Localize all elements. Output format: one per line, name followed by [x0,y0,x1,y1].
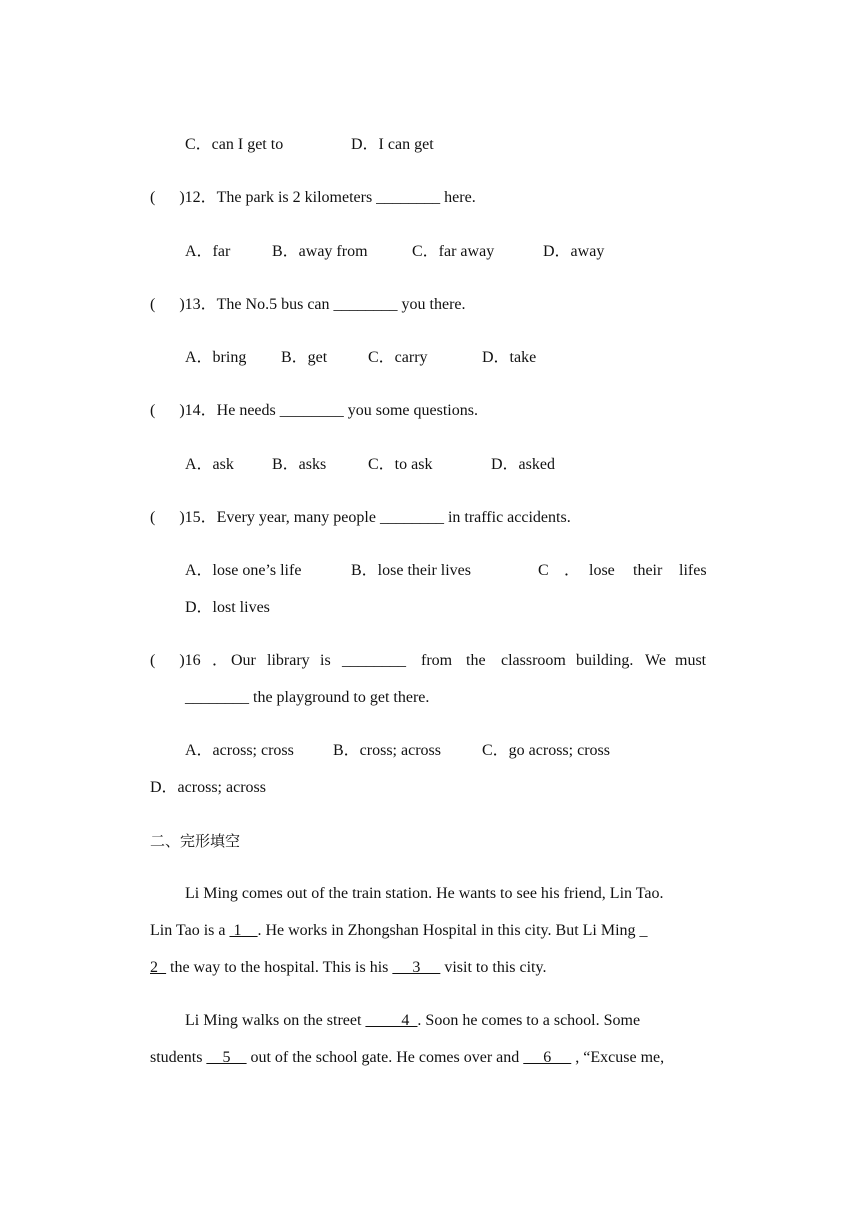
q13-option-c: C．carry [368,349,428,366]
q12-option-d: D．away [543,243,605,260]
q12-option-a: A．far [185,243,231,260]
q16-word: classroom [501,652,566,669]
passage-line: Li Ming walks on the street ____4_. Soon he comes to a school. Some [185,1012,641,1029]
q13-stem: ( )13．The No.5 bus can ________ you there. [150,296,466,313]
q14-option-b: B．asks [272,456,327,473]
q12-stem: ( )12．The park is 2 kilometers ________ here. [150,189,476,206]
passage-line: 2_ the way to the hospital. This is his __3__ visit to this city. [150,959,547,976]
q14-option-d: D．asked [491,456,555,473]
section-title: 二、完形填空 [150,832,241,850]
q16-word: is [320,652,331,669]
blank-6: __6__ [523,1049,572,1066]
q13-option-a: A．bring [185,349,247,366]
q15-stem: ( )15．Every year, many people ________ in traffic accidents. [150,509,571,526]
blank-4: ____4_ [365,1012,418,1029]
q16-option-b: B．cross; across [333,742,441,759]
q15-option-c-word1: lose [589,562,615,579]
q15-option-c-letter: C [538,562,549,579]
blank-5: __5__ [206,1049,247,1066]
q14-stem: ( )14．He needs ________ you some questions. [150,402,478,419]
q15-option-c-word2: their [633,562,663,579]
q16-blank: ________ [342,652,406,669]
q12-option-b: B．away from [272,243,368,260]
passage-line: Lin Tao is a 1__. He works in Zhongshan Hospital in this city. But Li Ming _ [150,922,648,939]
q13-option-b: B．get [281,349,328,366]
q16-number: ( )16 [150,652,201,669]
q12-option-c: C．far away [412,243,495,260]
blank-1: 1 [229,922,242,939]
q15-option-c-word3: lifes [679,562,707,579]
q16-word: We [645,652,666,669]
q11-option-c: C．can I get to [185,136,284,153]
q14-option-c: C．to ask [368,456,433,473]
q16-option-c: C．go across; cross [482,742,610,759]
q16-option-a: A．across; cross [185,742,294,759]
q13-option-d: D．take [482,349,537,366]
q14-option-a: A．ask [185,456,234,473]
q16-word: the [466,652,486,669]
q16-word: library [267,652,310,669]
q16-word: Our [231,652,256,669]
passage-line: students __5__ out of the school gate. He comes over and __6__ , “Excuse me, [150,1049,665,1066]
q16-word: from [421,652,453,669]
q16-word: must [675,652,707,669]
q16-word: building. [576,652,634,669]
q16-dot: ． [212,652,229,669]
passage-line: Li Ming comes out of the train station. He wants to see his friend, Lin Tao. [185,885,664,902]
q16-stem-line2: ________ the playground to get there. [185,689,430,706]
blank-2: 2_ [150,959,166,976]
blank-3: __3__ [392,959,441,976]
q15-option-c-dot: ． [564,562,581,579]
q15-option-d: D．lost lives [185,599,270,616]
q11-option-d: D．I can get [351,136,434,153]
q16-option-d: D．across; across [150,779,266,796]
q15-option-a: A．lose one’s life [185,562,302,579]
q15-option-b: B．lose their lives [351,562,471,579]
